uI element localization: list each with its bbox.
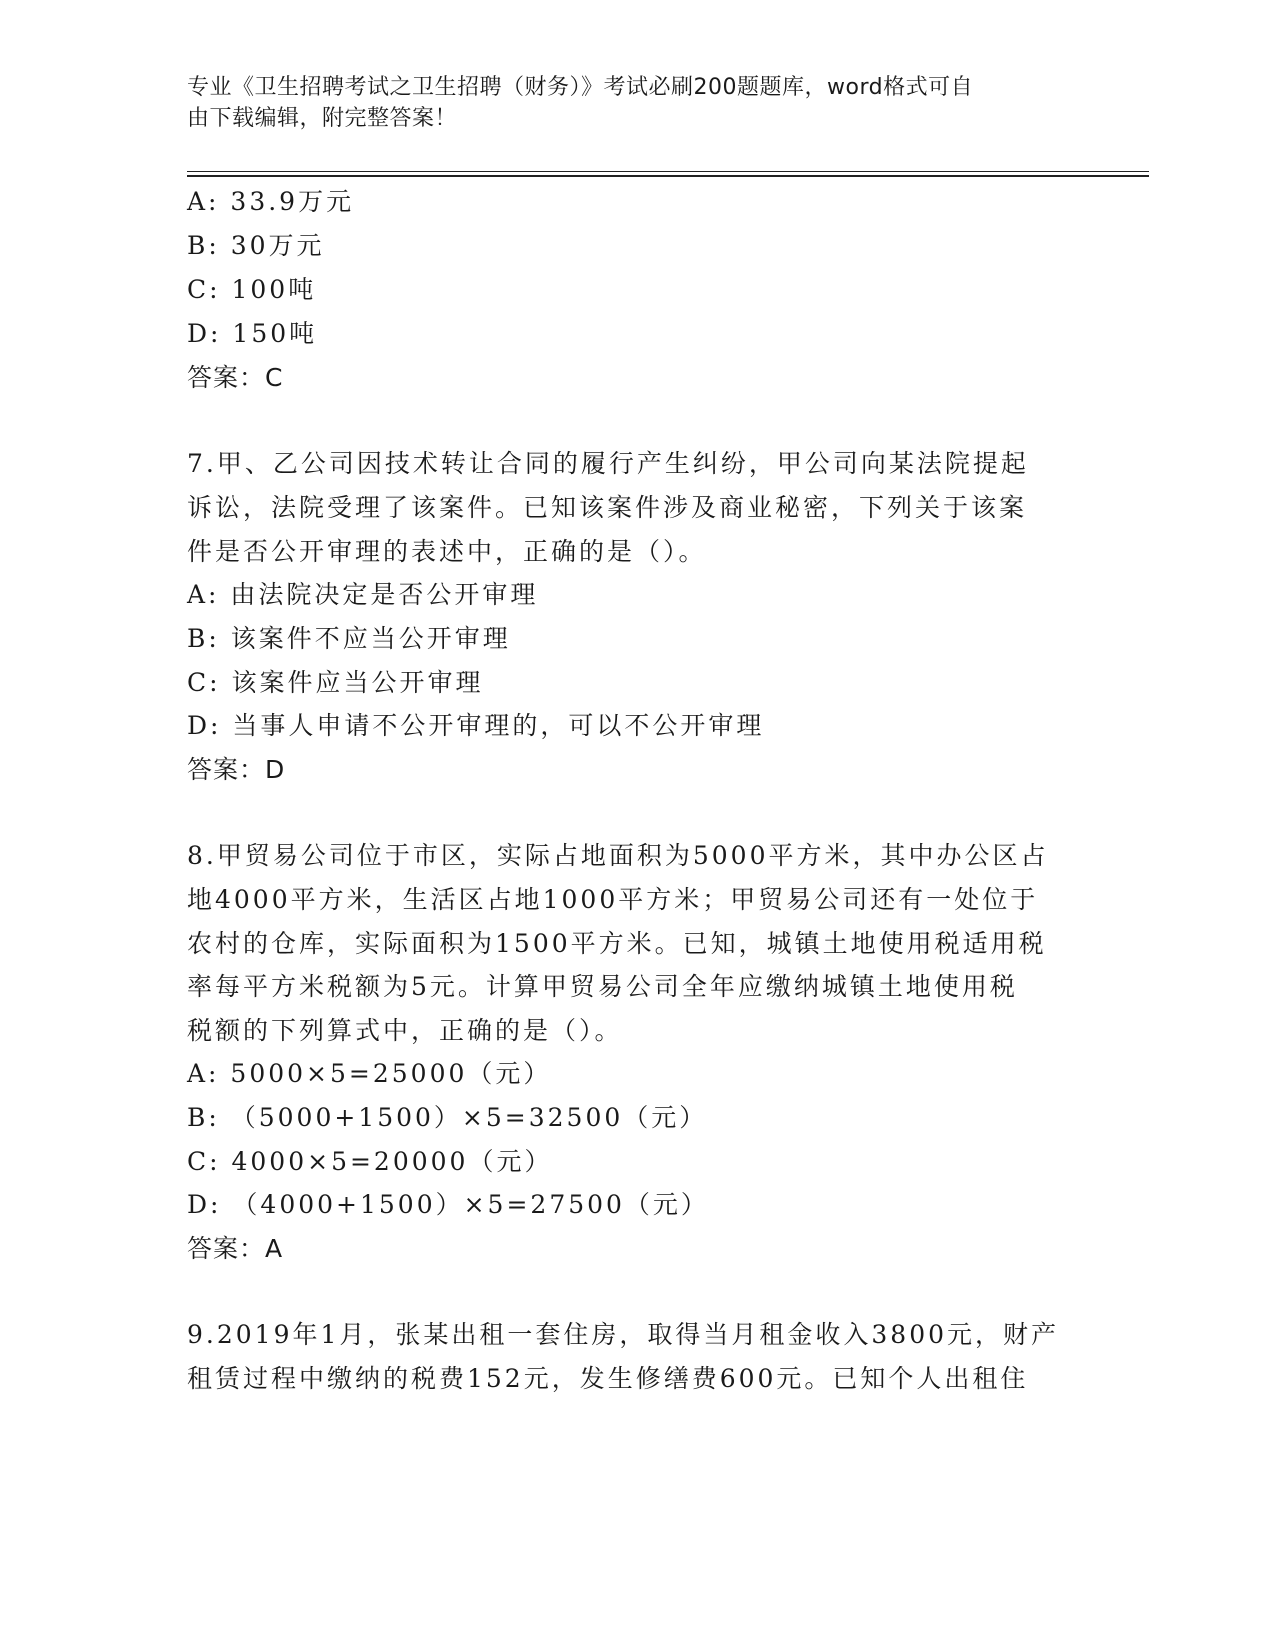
q7-stem-line-2: 诉讼，法院受理了该案件。已知该案件涉及商业秘密，下列关于该案	[187, 493, 1028, 522]
header-line-1: 专业《卫生招聘考试之卫生招聘（财务）》考试必刷200题题库，word格式可自	[187, 75, 974, 100]
header-rule-bottom	[187, 175, 1149, 177]
q7-stem-line-3: 件是否公开审理的表述中，正确的是（）。	[187, 537, 707, 566]
q8-option-d: D: （4000+1500）×5=27500（元）	[187, 1190, 709, 1219]
q6-option-c: C: 100吨	[187, 275, 317, 304]
document-header	[187, 72, 1067, 134]
q8-stem-line-3: 农村的仓库，实际面积为1500平方米。已知，城镇土地使用税适用税	[187, 929, 1047, 958]
q6-option-b: B: 30万元	[187, 231, 325, 260]
q6-option-d: D: 150吨	[187, 319, 318, 348]
q7-stem-line-1: 7.甲、乙公司因技术转让合同的履行产生纠纷，甲公司向某法院提起	[187, 449, 1029, 478]
q8-stem-line-1: 8.甲贸易公司位于市区，实际占地面积为5000平方米，其中办公区占	[187, 841, 1049, 870]
q9-stem-line-1: 9.2019年1月，张某出租一套住房，取得当月租金收入3800元，财产	[187, 1320, 1060, 1349]
header-line-2: 由下载编辑，附完整答案！	[187, 106, 458, 131]
q8-answer: 答案：A	[187, 1234, 284, 1263]
q8-stem-line-5: 税额的下列算式中，正确的是（）。	[187, 1016, 623, 1045]
q6-answer: 答案：C	[187, 363, 284, 392]
q8-option-a: A: 5000×5=25000（元）	[187, 1059, 552, 1088]
q7-option-c: C: 该案件应当公开审理	[187, 668, 484, 697]
q7-option-b: B: 该案件不应当公开审理	[187, 624, 511, 653]
header-rule-top	[187, 171, 1149, 172]
q6-option-a: A: 33.9万元	[187, 187, 355, 216]
q8-option-c: C: 4000×5=20000（元）	[187, 1147, 553, 1176]
q8-option-b: B: （5000+1500）×5=32500（元）	[187, 1103, 708, 1132]
q9-stem-line-2: 租赁过程中缴纳的税费152元，发生修缮费600元。已知个人出租住	[187, 1364, 1029, 1393]
q8-stem-line-2: 地4000平方米，生活区占地1000平方米；甲贸易公司还有一处位于	[187, 885, 1039, 914]
q8-stem-line-4: 率每平方米税额为5元。计算甲贸易公司全年应缴纳城镇土地使用税	[187, 972, 1018, 1001]
q7-option-d: D: 当事人申请不公开审理的，可以不公开审理	[187, 711, 765, 740]
q7-answer: 答案：D	[187, 755, 286, 784]
q7-option-a: A: 由法院决定是否公开审理	[187, 580, 539, 609]
